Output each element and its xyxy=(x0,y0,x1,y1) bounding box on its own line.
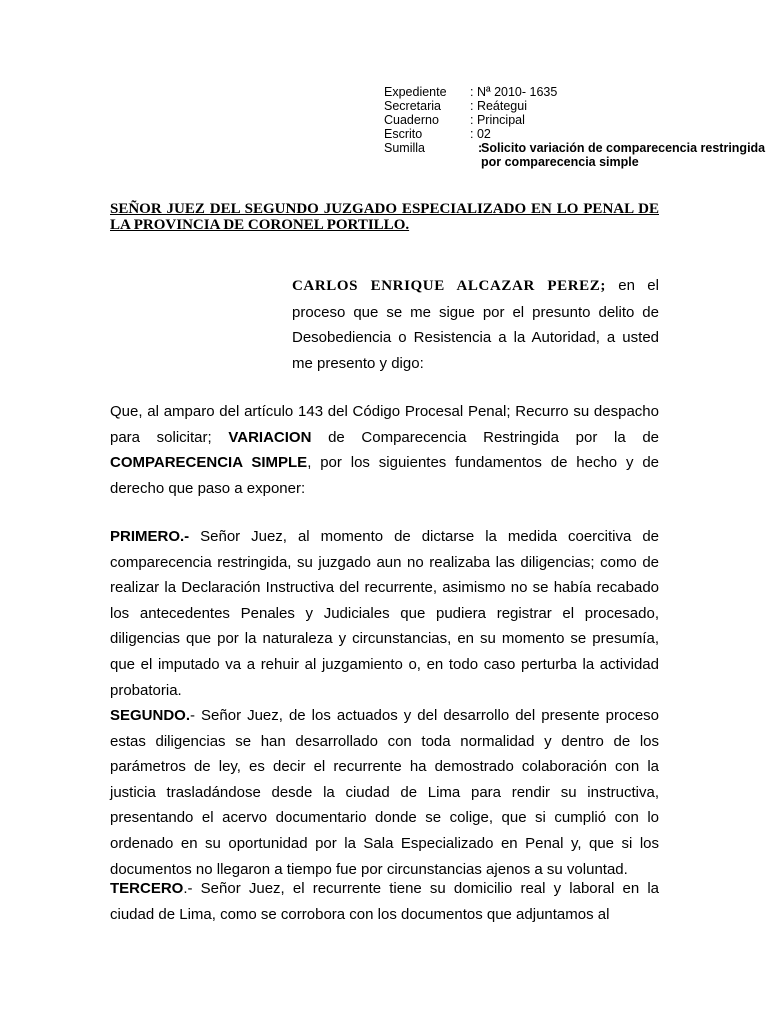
sumilla-line-1: Solicito variación de comparecencia restringida xyxy=(481,141,766,155)
escrito-value: : 02 xyxy=(470,127,491,141)
expediente-row xyxy=(384,85,660,99)
que-part-2: de Comparecencia Restringida por la de xyxy=(311,428,660,446)
que-part-1: Que, al amparo del artículo 143 del Código Procesal Penal; Recurro su despacho para solicitar; xyxy=(110,403,659,446)
expediente-label: Expediente xyxy=(384,85,447,99)
sumilla-colon: : xyxy=(478,141,483,155)
petitioner-name: CARLOS ENRIQUE ALCAZAR PEREZ; xyxy=(292,278,606,294)
primero-text: Señor Juez, al momento de dictarse la medida coercitiva de comparecencia restringida, su juzgado aun no realizaba las diligencias; como de realizar la Declaración Instructiva del recurrente, asimismo no se había recabado los antecedentes Penales y Judiciales que pudiera registrar el procesado, diligencias que por la naturaleza y circunstancias, en su momento se presumía, que el imputado va a rehuir al juzgamiento o, en todo caso perturba la actividad probatoria. xyxy=(110,528,659,699)
sumilla-label: Sumilla xyxy=(384,141,425,155)
segundo-text: - Señor Juez, de los actuados y del desarrollo del presente proceso estas diligencias se han desarrollado con toda normalidad y dentro de los parámetros de ley, es decir el recurrente ha demostrado colaboración con la justicia trasladándose desde la ciudad de Lima para rendir su instructiva, presentando el acervo documentario donde se colige, que si cumplió con lo ordenado en su oportunidad por la Sala Especializado en Penal y, que si los documentos no llegaron a tiempo fue por circunstancias ajenos a su voluntad. xyxy=(110,707,659,878)
secretaria-label: Secretaria xyxy=(384,99,441,113)
cuaderno-row xyxy=(384,113,660,127)
secretaria-value: : Reátegui xyxy=(470,99,527,113)
sumilla-row xyxy=(384,141,766,169)
intro-paragraph xyxy=(292,273,659,376)
escrito-row xyxy=(384,127,660,141)
tercero-text: .- Señor Juez, el recurrente tiene su domicilio real y laboral en la ciudad de Lima, como se corrobora con los documentos que adjuntamos al xyxy=(110,880,659,923)
secretaria-row xyxy=(384,99,660,113)
tercero-paragraph xyxy=(110,876,659,927)
que-paragraph xyxy=(110,399,659,501)
judge-heading: SEÑOR JUEZ DEL SEGUNDO JUZGADO ESPECIALIZADO EN LO PENAL DE LA PROVINCIA DE CORONEL PORTILLO. xyxy=(110,201,659,233)
que-bold-2: COMPARECENCIA SIMPLE xyxy=(110,454,308,472)
segundo-paragraph xyxy=(110,703,659,882)
sumilla-text xyxy=(481,141,766,169)
expediente-value: : Nª 2010- 1635 xyxy=(470,85,558,99)
que-bold-1: VARIACION xyxy=(228,428,312,446)
primero-label: PRIMERO.- xyxy=(110,528,190,545)
case-header xyxy=(384,85,766,169)
intro-text: en el proceso que se me sigue por el presunto delito de Desobediencia o Resistencia a la Autoridad, a usted me presento y digo: xyxy=(292,277,659,372)
escrito-label: Escrito xyxy=(384,127,423,141)
sumilla-line-2: por comparecencia simple xyxy=(481,155,639,169)
primero-paragraph xyxy=(110,524,659,703)
segundo-label: SEGUNDO. xyxy=(110,707,191,724)
cuaderno-value: : Principal xyxy=(470,113,525,127)
tercero-label: TERCERO xyxy=(110,880,184,897)
que-part-3: , por los siguientes fundamentos de hecho y de derecho que paso a exponer: xyxy=(110,454,660,497)
cuaderno-label: Cuaderno xyxy=(384,113,439,127)
